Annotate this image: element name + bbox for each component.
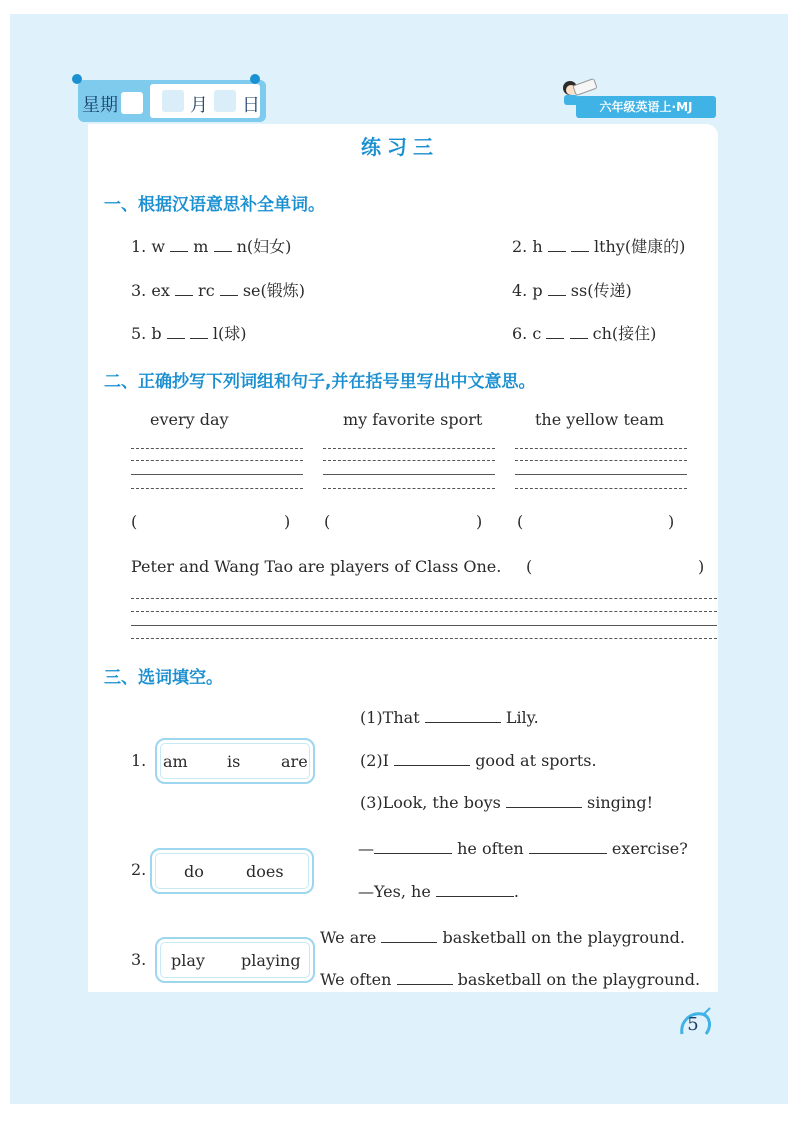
weekday-label: 星期 bbox=[82, 95, 118, 116]
month-slot[interactable] bbox=[162, 90, 184, 112]
g1-sentence-3: (3)Look, the boys singing! bbox=[360, 793, 653, 812]
word-play: play bbox=[171, 951, 205, 970]
writing-line[interactable] bbox=[131, 460, 303, 461]
item2: 2. h lthy(健康的) bbox=[512, 237, 686, 256]
g2-sentence-1: — he often exercise? bbox=[358, 839, 688, 858]
word-is: is bbox=[227, 752, 241, 771]
paren-close: ) bbox=[698, 557, 705, 576]
section2-heading: 二、正确抄写下列词组和句子,并在括号里写出中文意思。 bbox=[104, 372, 536, 392]
page-title: 练习三 bbox=[361, 135, 439, 159]
day-slot[interactable] bbox=[214, 90, 236, 112]
word-box-1 bbox=[155, 738, 315, 784]
answer-blank[interactable] bbox=[397, 970, 453, 985]
phrase-every-day: every day bbox=[150, 410, 229, 429]
item5: 5. b l(球) bbox=[131, 324, 247, 343]
answer-blank[interactable] bbox=[506, 793, 582, 808]
word-does: does bbox=[246, 862, 284, 881]
phrase-favorite-sport: my favorite sport bbox=[343, 410, 483, 429]
page-number: 5 bbox=[687, 1014, 699, 1035]
writing-line[interactable] bbox=[131, 474, 303, 475]
item4: 4. p ss(传递) bbox=[512, 281, 632, 300]
group2-number: 2. bbox=[131, 860, 147, 879]
answer-blank[interactable] bbox=[529, 839, 607, 854]
paren-close: ) bbox=[668, 512, 675, 531]
paren-close: ) bbox=[284, 512, 291, 531]
g2-sentence-2: —Yes, he . bbox=[358, 882, 519, 901]
section1-heading: 一、根据汉语意思补全单词。 bbox=[104, 195, 325, 215]
section3-heading: 三、选词填空。 bbox=[104, 668, 223, 688]
item3: 3. ex rc se(锻炼) bbox=[131, 281, 306, 300]
writing-line[interactable] bbox=[515, 474, 687, 475]
writing-line[interactable] bbox=[515, 448, 687, 449]
group1-number: 1. bbox=[131, 751, 147, 770]
writing-line[interactable] bbox=[323, 488, 495, 489]
answer-blank[interactable] bbox=[436, 882, 514, 897]
writing-line[interactable] bbox=[131, 598, 717, 599]
answer-blank[interactable] bbox=[374, 839, 452, 854]
g3-sentence-2: We often basketball on the playground. bbox=[320, 970, 701, 989]
writing-line[interactable] bbox=[131, 611, 717, 612]
answer-blank[interactable] bbox=[381, 928, 437, 943]
paren-open: ( bbox=[131, 512, 138, 531]
g1-sentence-1: (1)That Lily. bbox=[360, 708, 539, 727]
word-are: are bbox=[281, 752, 308, 771]
paren-open: ( bbox=[517, 512, 524, 531]
writing-line[interactable] bbox=[131, 625, 717, 626]
paren-open: ( bbox=[526, 557, 533, 576]
item1: 1. w m n(妇女) bbox=[131, 237, 292, 256]
g3-sentence-1: We are basketball on the playground. bbox=[320, 928, 685, 947]
answer-blank[interactable] bbox=[425, 708, 501, 723]
writing-line[interactable] bbox=[131, 448, 303, 449]
month-label: 月 bbox=[190, 95, 208, 116]
pin-icon bbox=[72, 74, 82, 84]
item6: 6. c ch(接住) bbox=[512, 324, 657, 343]
writing-line[interactable] bbox=[131, 488, 303, 489]
weekday-slot[interactable] bbox=[121, 92, 143, 114]
g1-sentence-2: (2)I good at sports. bbox=[360, 751, 597, 770]
pin-icon bbox=[250, 74, 260, 84]
word-box-2 bbox=[150, 848, 314, 894]
word-box-3 bbox=[155, 937, 315, 983]
group3-number: 3. bbox=[131, 950, 147, 969]
writing-line[interactable] bbox=[323, 460, 495, 461]
day-label: 日 bbox=[242, 95, 260, 116]
paren-open: ( bbox=[324, 512, 331, 531]
answer-blank[interactable] bbox=[394, 751, 470, 766]
writing-line[interactable] bbox=[515, 488, 687, 489]
grade-banner: 六年级英语上·MJ bbox=[576, 96, 716, 118]
paren-close: ) bbox=[476, 512, 483, 531]
writing-line[interactable] bbox=[515, 460, 687, 461]
writing-line[interactable] bbox=[323, 474, 495, 475]
word-am: am bbox=[163, 752, 188, 771]
word-playing: playing bbox=[241, 951, 301, 970]
writing-line[interactable] bbox=[323, 448, 495, 449]
phrase-yellow-team: the yellow team bbox=[535, 410, 665, 429]
word-do: do bbox=[184, 862, 204, 881]
copy-sentence: Peter and Wang Tao are players of Class One. bbox=[131, 557, 502, 576]
writing-line[interactable] bbox=[131, 638, 717, 639]
